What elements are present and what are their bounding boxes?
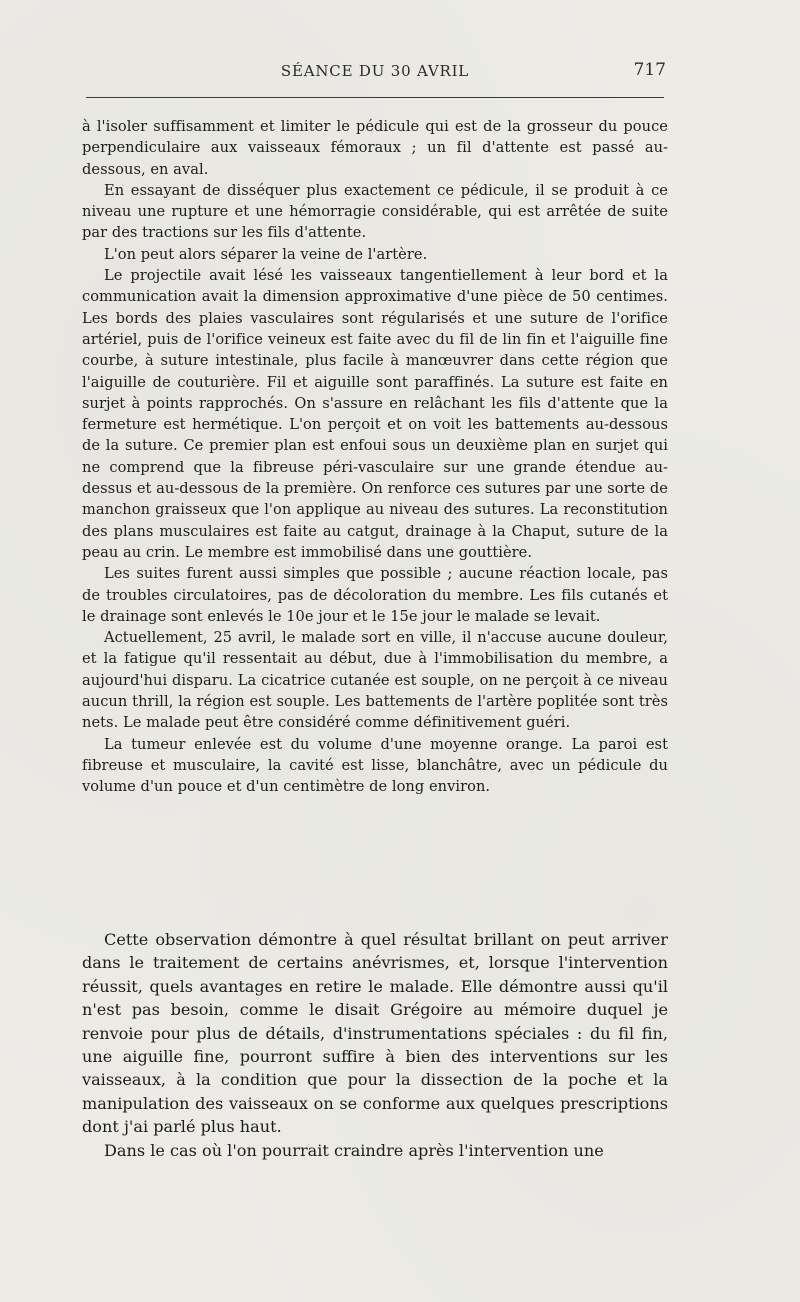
paragraph: Cette observation démontre à quel résultat brillant on peut arriver dans le traitement de certains anévrismes, et, lorsque l'intervention réussit, quels avantages en retire le malade. Elle démontre aussi qu'il n'est pas besoin, comme le disait Grégoire au mémoire duquel je renvoie pour plus de détails, d'instrumentations spéciales : du fil fin, une aiguille fine, pourront suffire à bien des interventions sur les vaisseaux, à la condition que pour la dissection de la poche et la manipulation des vaisseaux on se conforme aux quelques prescriptions dont j'ai parlé plus haut. — [82, 930, 668, 1137]
paragraph: L'on peut alors séparer la veine de l'artère. — [104, 245, 428, 263]
paragraph: En essayant de disséquer plus exactement ce pédicule, il se produit à ce niveau une rupture et une hémorragie considérable, qui est arrêtée de suite par des tractions sur les fils d'attente. — [82, 181, 668, 242]
header-rule — [86, 97, 664, 98]
paragraph: Les suites furent aussi simples que possible ; aucune réaction locale, pas de troubles circulatoires, pas de décoloration du membre. Les fils cutanés et le drainage sont enlevés le 10e jour et le 15e jour le malade se levait. — [82, 565, 668, 625]
paragraph: Actuellement, 25 avril, le malade sort en ville, il n'accuse aucune douleur, et la fatigue qu'il ressentait au début, due à l'immobilisation du membre, a aujourd'hui disparu. La cicatrice cutanée est souple, on ne perçoit à ce niveau aucun thrill, la région est souple. Les battements de l'artère poplitée sont très nets. Le malade peut être considéré comme définitivement guéri. — [82, 629, 668, 732]
paragraph: La tumeur enlevée est du volume d'une moyenne orange. La paroi est fibreuse et musculaire, la cavité est lisse, blanchâtre, avec un pédicule du volume d'un pouce et d'un centimètre de long environ. — [82, 735, 668, 796]
page-header — [84, 58, 666, 88]
case-report-text — [82, 116, 668, 798]
running-title: SÉANCE DU 30 AVRIL — [280, 62, 470, 80]
paragraph: Dans le cas où l'on pourrait craindre après l'intervention une — [104, 1140, 604, 1160]
paragraph: Le projectile avait lésé les vaisseaux tangentiellement à leur bord et la communication avait la dimension approximative d'une pièce de 50 centimes. Les bords des plaies vasculaires sont régularisés et une suture de l'orifice artériel, puis de l'orifice veineux est faite avec du fil de lin fin et l'aiguille fine courbe, à suture intestinale, plus facile à manœuvrer dans cette région que l'aiguille de couturière. Fil et aiguille sont paraffinés. La suture est faite en surjet à points rapprochés. On s'assure en relâchant les fils d'attente que la fermeture est hermétique. L'on perçoit et on voit les battements au-dessous de la suture. Ce premier plan est enfoui sous un deuxième plan en surjet qui ne comprend que la fibreuse péri-vasculaire sur une grande étendue au-dessus et au-dessous de la première. On renforce ces sutures par une sorte de manchon graisseux que l'on applique au niveau des sutures. La reconstitution des plans musculaires est faite au catgut, drainage à la Chaput, suture de la peau au crin. Le membre est immobilisé dans une gouttière. — [82, 267, 668, 561]
page-number: 717 — [633, 60, 666, 80]
commentary-text — [82, 928, 668, 1162]
paragraph: à l'isoler suffisamment et limiter le pédicule qui est de la grosseur du pouce perpendiculaire aux vaisseaux fémoraux ; un fil d'attente est passé au-dessous, en aval. — [82, 118, 668, 178]
